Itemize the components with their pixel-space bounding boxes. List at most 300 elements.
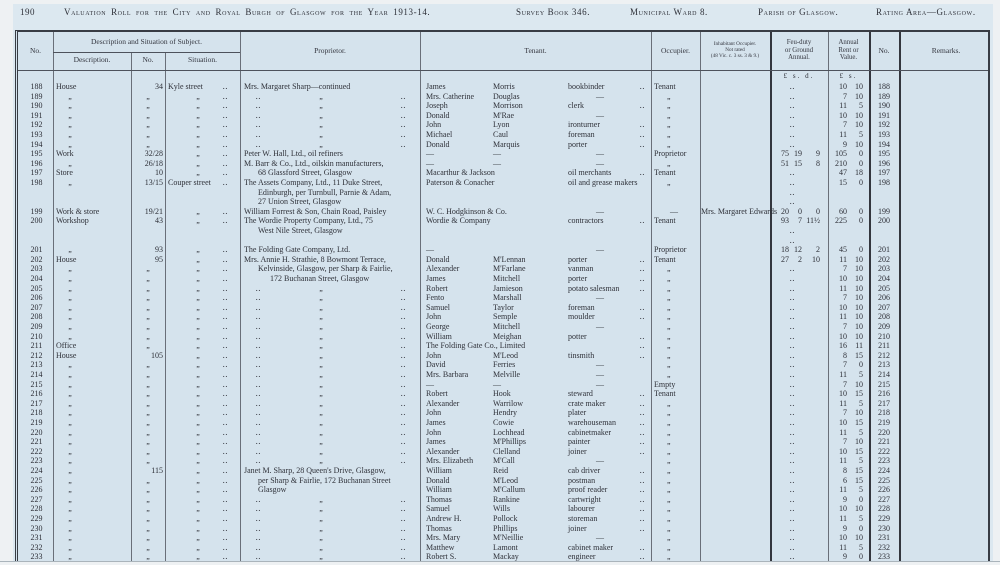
table-row [18,264,988,274]
street-number: „ [146,370,150,379]
street-number: „ [146,120,150,130]
rent-shillings: 0 [859,206,863,216]
tenant-dots: ‥ [639,542,647,552]
proprietor-ditto-dots: ‥ [255,91,263,101]
situation: „ [196,274,200,283]
situation-dots: ‥ [222,245,230,255]
feu-duty-dots: ‥ [789,168,797,178]
proprietor-ditto-dots: ‥ [255,110,263,120]
rent-shillings: 10 [855,293,863,303]
feu-pence: 0 [816,206,820,216]
row-number-right: 191 [878,110,890,120]
rent-pounds: 7 [843,360,847,370]
tenant-occupation: — [596,379,604,389]
feu-duty-dots: ‥ [789,514,797,523]
tenant-occupation: — [596,91,604,101]
situation-dots: ‥ [222,110,230,120]
street-number: „ [146,302,150,312]
row-number: 211 [30,341,43,351]
description: „ [68,456,72,466]
feu-duty-dots: ‥ [789,293,797,303]
table-row [18,476,988,486]
tenant-dots: ‥ [639,552,647,562]
row-number: 203 [30,264,43,274]
situation-dots: ‥ [222,514,230,523]
description: Work [56,149,74,159]
situation: „ [196,360,200,370]
feu-duty-dots: ‥ [789,235,797,245]
street-number: „ [146,418,150,427]
street-number: „ [146,283,150,293]
tenant-name: The Folding Gate Co., Limited [426,341,526,351]
rent-shillings: 0 [859,494,863,504]
description: „ [68,158,72,168]
tenant-dots: ‥ [639,101,647,111]
row-number-right: 228 [878,504,890,514]
row-number-right: 213 [878,360,890,370]
description: House [56,82,77,91]
situation-dots: ‥ [222,418,230,427]
description: „ [68,274,72,283]
proprietor-ditto: „ [319,408,323,418]
page-edge [0,0,13,565]
proprietor-ditto: „ [319,533,323,543]
street-number: „ [146,475,150,485]
feu-pounds: 20 [781,206,789,216]
situation-dots: ‥ [222,120,230,130]
tenant-forename: — [426,245,434,255]
tenant-surname: Taylor [493,302,514,312]
rent-shillings: 5 [859,370,863,379]
rent-shillings: 10 [855,437,863,447]
feu-duty-dots: ‥ [789,226,797,235]
description: House [56,350,77,360]
tenant-dots: ‥ [639,514,647,523]
proprietor-ditto-dots: ‥ [400,504,408,514]
row-number: 217 [30,398,43,408]
street-number: „ [146,312,150,322]
feu-duty-dots: ‥ [789,446,797,456]
tenant-surname: M'Phillips [493,437,527,447]
rent-pounds: 7 [843,293,847,303]
table-row [18,543,988,553]
tenant-surname: Lamont [493,542,518,552]
tenant-forename: Donald [426,254,450,264]
row-number-right: 227 [878,494,890,504]
row-number-right: 223 [878,456,890,466]
proprietor-ditto: „ [319,523,323,533]
occupier: „ [667,120,671,130]
proprietor-ditto-dots: ‥ [400,283,408,293]
rent-pounds: 7 [843,322,847,331]
row-number: 222 [30,446,43,456]
description: „ [68,542,72,552]
rent-pounds: 47 [839,168,847,178]
feu-duty-dots: ‥ [789,466,797,475]
description: „ [68,514,72,523]
description: „ [68,283,72,293]
table-row [18,101,988,111]
row-number-right: 214 [878,370,890,379]
street-number: „ [146,514,150,523]
rent-shillings: 0 [859,158,863,168]
tenant-surname: M'Leod [493,475,518,485]
tenant-occupation: porter [568,139,588,149]
table-row [18,408,988,418]
proprietor-ditto-dots: ‥ [255,533,263,543]
rent-pounds: 11 [839,427,847,437]
tenant-occupation: — [596,245,604,255]
row-number: 200 [30,216,43,226]
description: „ [68,302,72,312]
row-number-right: 205 [878,283,890,293]
tenant-forename: John [426,350,442,360]
occupier: „ [667,312,671,322]
occupier: „ [667,398,671,408]
table-row [18,428,988,438]
rent-shillings: 15 [855,350,863,360]
proprietor-ditto-dots: ‥ [255,331,263,341]
table-row [18,370,988,380]
description: „ [68,494,72,504]
feu-duty-dots: ‥ [789,475,797,485]
proprietor-ditto-dots: ‥ [255,379,263,389]
feu-duty-dots: ‥ [789,523,797,533]
table-row [18,111,988,121]
rent-shillings: 10 [855,139,863,149]
street-number: „ [146,552,150,562]
proprietor: Kelvinside, Glasgow, per Sharp & Fairlie, [258,264,393,274]
proprietor-ditto-dots: ‥ [400,331,408,341]
description: „ [68,533,72,543]
occupier: „ [667,485,671,495]
parish: Parish of Glasgow. [758,7,839,17]
tenant-surname: Wills [493,504,511,514]
tenant-forename: Michael [426,130,453,139]
feu-duty-dots: ‥ [789,101,797,111]
tenant-surname: Mitchell [493,322,521,331]
situation-dots: ‥ [222,168,230,178]
proprietor-ditto-dots: ‥ [400,542,408,552]
rent-pounds: 10 [839,82,847,91]
proprietor-ditto: „ [319,542,323,552]
row-number: 220 [30,427,43,437]
situation: „ [196,120,200,130]
tenant-occupation: contractors [568,216,604,226]
rent-shillings: 10 [855,302,863,312]
rent-pounds: 11 [839,130,847,139]
proprietor-ditto: „ [319,370,323,379]
feu-pounds: 75 [781,149,789,159]
proprietor-ditto-dots: ‥ [400,302,408,312]
proprietor-ditto: „ [319,494,323,504]
rent-pounds: 11 [839,485,847,495]
row-number-right: 225 [878,475,890,485]
proprietor-ditto-dots: ‥ [255,542,263,552]
tenant-surname: Meighan [493,331,522,341]
proprietor: Mrs. Margaret Sharp—continued [244,82,351,91]
col-header-annual-rent [828,39,869,62]
situation-dots: ‥ [222,139,230,149]
tenant-surname: Lyon [493,120,510,130]
row-number: 206 [30,293,43,303]
situation: „ [196,130,200,139]
street-number: „ [146,379,150,389]
table-row [18,447,988,457]
tenant-forename: Alexander [426,264,460,274]
situation: „ [196,446,200,456]
situation: „ [196,485,200,495]
rent-shillings: 15 [855,446,863,456]
description: „ [68,475,72,485]
proprietor-ditto-dots: ‥ [400,120,408,130]
occupier: „ [667,264,671,274]
tenant-occupation: oil and grease makers [568,178,638,187]
description: „ [68,418,72,427]
description: „ [68,360,72,370]
feu-duty-dots: ‥ [789,331,797,341]
tenant-dots: ‥ [639,437,647,447]
proprietor-ditto-dots: ‥ [255,552,263,562]
row-number: 219 [30,418,43,427]
feu-duty-dots: ‥ [789,533,797,543]
rent-pounds: 10 [839,446,847,456]
situation: „ [196,331,200,341]
description: „ [68,178,72,187]
situation-dots: ‥ [222,542,230,552]
tenant-surname: Mitchell [493,274,521,283]
row-number-right: 196 [878,158,890,168]
tenant-occupation: — [596,322,604,331]
tenant-occupation: porter [568,254,588,264]
situation-dots: ‥ [222,485,230,495]
table-row [18,322,988,332]
rent-pounds: 10 [839,533,847,543]
situation: „ [196,408,200,418]
proprietor: Edinburgh, per Turnbull, Parnie & Adam, [258,187,392,197]
table-row [18,216,988,226]
feu-pence: 9 [816,149,820,159]
situation-dots: ‥ [222,293,230,303]
tenant-dots: ‥ [639,446,647,456]
occupier: „ [667,504,671,514]
row-number-right: 215 [878,379,890,389]
feu-pounds: 27 [781,254,789,264]
street-number: 19/21 [144,206,163,216]
row-number: 228 [30,504,43,514]
col-header-street-no: No. [142,55,154,64]
feu-pence: 11½ [806,216,820,226]
street-number: „ [146,331,150,341]
street-number: „ [146,139,150,149]
tenant-name: Macarthur & Jackson [426,168,495,178]
rent-shillings: 10 [855,254,863,264]
feu-pence: 2 [816,245,820,255]
street-number: „ [146,408,150,418]
table-row [18,178,988,188]
rent-shillings: 0 [859,245,863,255]
rent-shillings: 10 [855,504,863,514]
tenant-forename: John [426,427,442,437]
feu-duty-dots: ‥ [789,139,797,149]
proprietor-ditto-dots: ‥ [255,398,263,408]
situation-dots: ‥ [222,350,230,360]
proprietor-ditto-dots: ‥ [400,101,408,111]
rent-pounds: 10 [839,302,847,312]
rent-pounds: 7 [843,408,847,418]
tenant-dots: ‥ [639,283,647,293]
table-row [18,284,988,294]
row-number: 232 [30,542,43,552]
row-number: 233 [30,552,43,562]
tenant-occupation: potter [568,331,587,341]
tenant-forename: Robert S. [426,552,457,562]
row-number: 209 [30,322,43,331]
table-row [18,168,988,178]
situation: „ [196,312,200,322]
tenant-occupation: bookbinder [568,82,605,91]
situation-dots: ‥ [222,254,230,264]
proprietor-ditto-dots: ‥ [400,110,408,120]
tenant-occupation: crate maker [568,398,606,408]
situation: „ [196,504,200,514]
table-row [18,245,988,255]
situation-dots: ‥ [222,331,230,341]
situation: „ [196,418,200,427]
header-rule [18,70,988,71]
row-number-right: 206 [878,293,890,303]
occupier: „ [667,293,671,303]
situation-dots: ‥ [222,158,230,168]
table-row [18,92,988,102]
situation-dots: ‥ [222,398,230,408]
tenant-forename: Mrs. Barbara [426,370,469,379]
occupier: „ [667,418,671,427]
page-edge [993,0,1000,565]
feu-duty-dots: ‥ [789,370,797,379]
row-number-right: 201 [878,245,890,255]
feu-shillings: 0 [798,206,802,216]
tenant-surname: M'Farlane [493,264,526,274]
description: „ [68,552,72,562]
tenant-occupation: — [596,456,604,466]
proprietor-ditto-dots: ‥ [255,456,263,466]
table-row [18,399,988,409]
table-row [18,341,988,351]
proprietor-ditto: „ [319,350,323,360]
situation: „ [196,91,200,101]
description: „ [68,379,72,389]
tenant-surname: Reid [493,466,509,475]
col-header-no: No. [29,46,42,55]
inhabitant-line: (48 Vic. c. 3 ss. 3 & 9.) [710,53,760,60]
proprietor-ditto-dots: ‥ [400,523,408,533]
street-number: „ [146,446,150,456]
row-number: 214 [30,370,43,379]
feu-duty-dots: ‥ [789,264,797,274]
tenant-forename: William [426,466,452,475]
tenant-name: W. C. Hodgkinson & Co. [426,206,507,216]
situation: „ [196,158,200,168]
table-row [18,466,988,476]
street-number: 10 [155,168,163,178]
tenant-dots: ‥ [639,398,647,408]
row-number-right: 230 [878,523,890,533]
tenant-forename: John [426,312,442,322]
proprietor-ditto: „ [319,427,323,437]
rent-pounds: 10 [839,418,847,427]
rent-pounds: 11 [839,456,847,466]
situation: Kyle street [168,82,203,91]
situation: „ [196,523,200,533]
rent-shillings: 10 [855,91,863,101]
tenant-dots: ‥ [639,523,647,533]
tenant-surname: Lochhead [493,427,525,437]
row-number-right: 197 [878,168,890,178]
col-header-no-right: No. [878,46,890,55]
tenant-surname: Jamieson [493,283,523,293]
proprietor-ditto-dots: ‥ [400,533,408,543]
tenant-dots: ‥ [639,485,647,495]
row-number-right: 195 [878,149,890,159]
tenant-forename: Mrs. Mary [426,533,461,543]
proprietor-ditto: „ [319,101,323,111]
table-row [18,495,988,505]
feu-duty-dots: ‥ [789,187,797,197]
table-row [18,130,988,140]
rent-shillings: 10 [855,120,863,130]
situation-dots: ‥ [222,149,230,159]
survey-book: Survey Book 346. [516,7,591,17]
proprietor: West Nile Street, Glasgow [258,226,343,235]
tenant-forename: Samuel [426,504,450,514]
situation-dots: ‥ [222,302,230,312]
occupier: Empty [654,379,676,389]
proprietor-ditto: „ [319,120,323,130]
occupier: „ [667,110,671,120]
proprietor-ditto: „ [319,331,323,341]
tenant-occupation: labourer [568,504,595,514]
description: Office [56,341,77,351]
situation-dots: ‥ [222,379,230,389]
tenant-dots: ‥ [639,350,647,360]
rent-shillings: 0 [859,178,863,187]
rent-shillings: 5 [859,485,863,495]
situation: „ [196,293,200,303]
rent-pounds: 45 [839,245,847,255]
table-row [18,380,988,390]
tenant-surname: M'Callum [493,485,526,495]
proprietor: 68 Glassford Street, Glasgow [258,168,353,178]
description: „ [68,446,72,456]
tenant-dots: ‥ [639,408,647,418]
tenant-forename: George [426,322,450,331]
row-number: 199 [30,206,43,216]
rent-shillings: 10 [855,264,863,274]
street-number: „ [146,360,150,370]
tenant-forename: Fento [426,293,445,303]
row-number: 216 [30,389,43,399]
rent-pounds: 7 [843,379,847,389]
table-row [18,274,988,284]
situation: „ [196,139,200,149]
tenant-occupation: — [596,158,604,168]
tenant-forename: Donald [426,139,450,149]
situation-dots: ‥ [222,312,230,322]
row-number: 226 [30,485,43,495]
occupier: Tenant [654,168,676,178]
tenant-surname: M'Call [493,456,515,466]
